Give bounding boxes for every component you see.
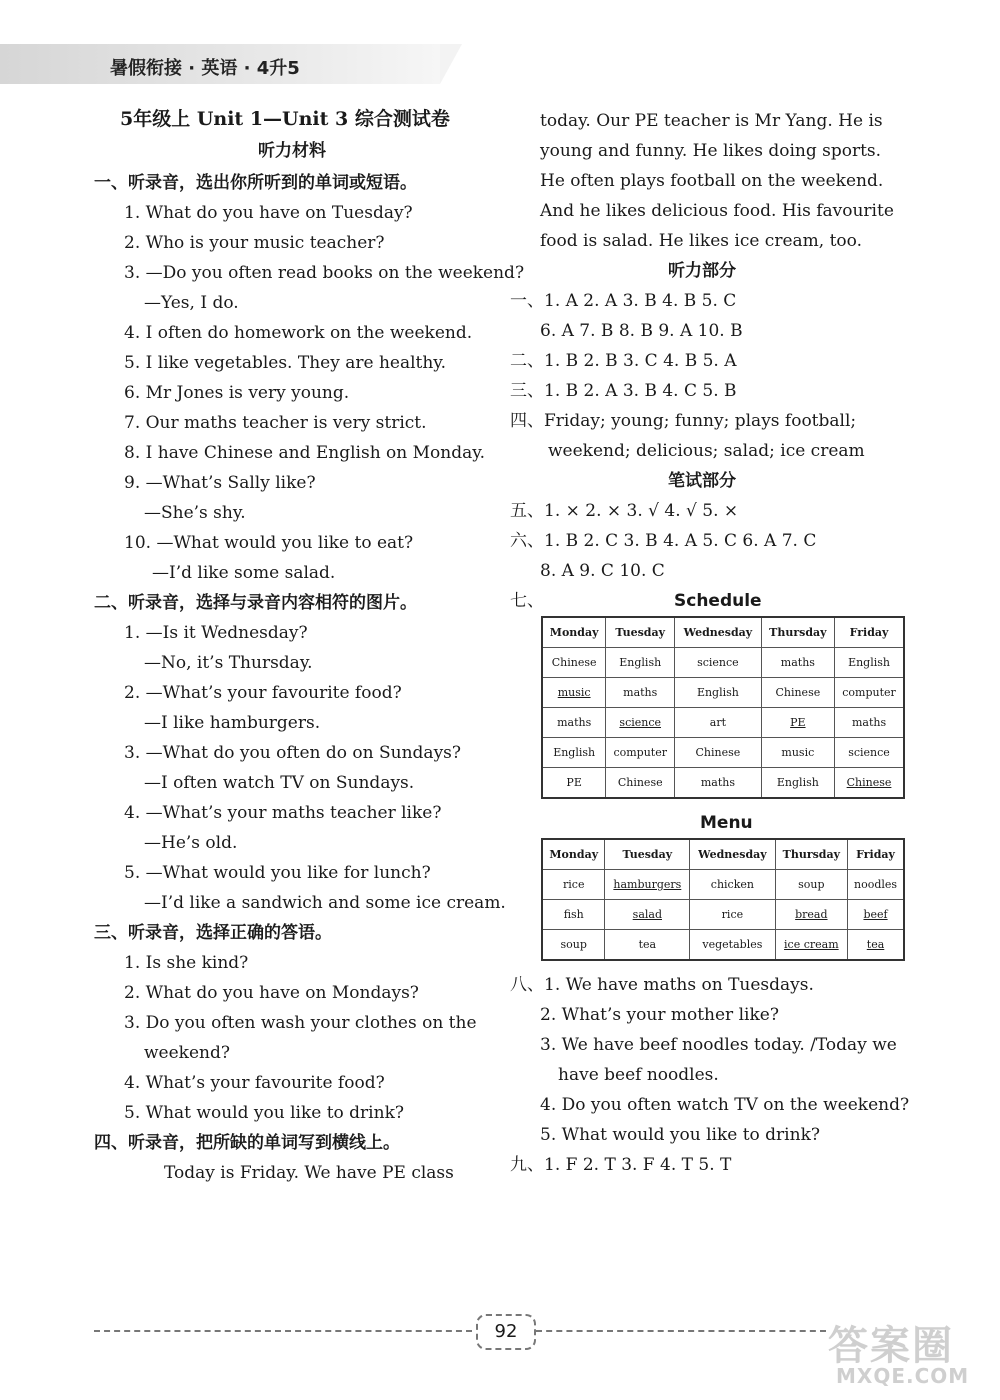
left-line-29: weekend? [144, 1043, 230, 1063]
left-line-10: 9. —What’s Sally like? [124, 473, 316, 493]
schedule-cell-box [542, 648, 606, 678]
left-line-30: 4. What’s your favourite food? [124, 1073, 385, 1093]
left-line-2: 2. Who is your music teacher? [124, 233, 385, 253]
left-line-17: 2. —What’s your favourite food? [124, 683, 402, 703]
schedule-cell-box [835, 768, 904, 799]
left-line-19: 3. —What do you often do on Sundays? [124, 743, 462, 763]
schedule-cell: English [696, 686, 739, 699]
menu-cell: tea [866, 938, 885, 951]
schedule-cell-box [542, 708, 606, 738]
schedule-cell-box [542, 678, 606, 708]
menu-cell: soup [560, 938, 587, 951]
right-line-18: Menu [700, 813, 753, 833]
right-line-5: 听力部分 [668, 261, 736, 281]
schedule-cell: maths [557, 716, 592, 729]
schedule-cell-box [606, 678, 675, 708]
schedule-cell-box [606, 768, 675, 799]
right-line-22: have beef noodles. [558, 1065, 719, 1085]
menu-cell: noodles [854, 878, 898, 891]
right-line-4: food is salad. He likes ice cream, too. [540, 231, 862, 251]
left-line-28: 3. Do you often wash your clothes on the [124, 1013, 477, 1033]
right-line-25: 九、1. F 2. T 3. F 4. T 5. T [510, 1155, 732, 1175]
right-line-0: today. Our PE teacher is Mr Yang. He is [540, 111, 883, 131]
menu-header-wednesday: Wednesday [690, 839, 775, 870]
right-line-9: 三、1. B 2. A 3. B 4. C 5. B [510, 381, 737, 401]
schedule-row [542, 738, 904, 768]
schedule-cell: PE [790, 716, 806, 729]
menu-header-tuesday: Tuesday [605, 839, 690, 870]
left-line-21: 4. —What’s your maths teacher like? [124, 803, 442, 823]
right-line-15: 8. A 9. C 10. C [540, 561, 665, 581]
menu-header-thursday: Thursday [775, 839, 847, 870]
schedule-header-tuesday: Tuesday [606, 617, 675, 648]
menu-cell-box [605, 870, 690, 900]
schedule-cell-box [835, 648, 904, 678]
left-line-1: 1. What do you have on Tuesday? [124, 203, 413, 223]
menu-row [542, 930, 904, 961]
schedule-cell-box [761, 648, 834, 678]
schedule-cell: Chinese [775, 686, 821, 699]
right-line-1: young and funny. He likes doing sports. [540, 141, 882, 161]
right-line-20: 2. What’s your mother like? [540, 1005, 779, 1025]
schedule-header-friday: Friday [835, 617, 904, 648]
schedule-cell: English [776, 776, 819, 789]
right-line-3: And he likes delicious food. His favourite [540, 201, 894, 221]
footer-divider-left [94, 1330, 472, 1332]
schedule-cell-box [675, 678, 762, 708]
right-line-23: 4. Do you often watch TV on the weekend? [540, 1095, 910, 1115]
left-line-14: 二、听录音，选择与录音内容相符的图片。 [94, 593, 417, 613]
schedule-row [542, 768, 904, 799]
left-line-31: 5. What would you like to drink? [124, 1103, 404, 1123]
schedule-cell: music [557, 686, 591, 699]
page-header-title: 暑假衔接 · 英语 · 4升5 [110, 58, 300, 79]
left-line-20: —I often watch TV on Sundays. [144, 773, 415, 793]
right-line-16: 七、 [510, 591, 544, 611]
schedule-cell-box [835, 678, 904, 708]
schedule-cell-box [761, 738, 834, 768]
menu-cell: ice cream [784, 938, 839, 951]
left-line-3: 3. —Do you often read books on the weekend? [124, 263, 525, 283]
schedule-header-monday: Monday [542, 617, 606, 648]
menu-cell-box [690, 870, 775, 900]
right-line-7: 6. A 7. B 8. B 9. A 10. B [540, 321, 743, 341]
schedule-cell-box [835, 708, 904, 738]
left-line-23: 5. —What would you like for lunch? [124, 863, 431, 883]
left-line-33: Today is Friday. We have PE class [164, 1163, 454, 1183]
left-line-24: —I’d like a sandwich and some ice cream. [144, 893, 506, 913]
menu-row [542, 870, 904, 900]
menu-cell-box [542, 870, 605, 900]
schedule-cell: English [848, 656, 890, 669]
watermark-en: MXQE.COM [836, 1364, 970, 1388]
menu-cell-box [690, 930, 775, 961]
menu-cell-box [605, 930, 690, 961]
schedule-header-thursday: Thursday [761, 617, 834, 648]
left-line-26: 1. Is she kind? [124, 953, 249, 973]
right-line-10: 四、Friday; young; funny; plays football; [510, 411, 857, 431]
left-line-16: —No, it’s Thursday. [144, 653, 313, 673]
menu-cell-box [775, 930, 847, 961]
schedule-cell-box [606, 738, 675, 768]
left-line-27: 2. What do you have on Mondays? [124, 983, 419, 1003]
menu-cell: rice [721, 908, 744, 921]
menu-cell: chicken [710, 878, 754, 891]
left-line-8: 7. Our maths teacher is very strict. [124, 413, 427, 433]
schedule-cell: Chinese [846, 776, 892, 789]
menu-header-monday: Monday [542, 839, 605, 870]
left-line-15: 1. —Is it Wednesday? [124, 623, 308, 643]
schedule-header-wednesday: Wednesday [675, 617, 762, 648]
right-line-13: 五、1. × 2. × 3. √ 4. √ 5. × [510, 501, 739, 521]
schedule-cell-box [675, 648, 762, 678]
schedule-cell: Chinese [617, 776, 663, 789]
schedule-table [541, 616, 905, 799]
menu-header-friday: Friday [848, 839, 904, 870]
right-line-24: 5. What would you like to drink? [540, 1125, 820, 1145]
schedule-cell: maths [780, 656, 815, 669]
left-line-11: —She’s shy. [144, 503, 246, 523]
schedule-cell: maths [700, 776, 735, 789]
left-line-13: —I’d like some salad. [152, 563, 336, 583]
menu-cell: rice [563, 878, 585, 891]
menu-header-row [542, 839, 904, 870]
schedule-cell: maths [623, 686, 658, 699]
right-line-12: 笔试部分 [668, 471, 736, 491]
schedule-cell: computer [842, 686, 896, 699]
schedule-cell-box [542, 768, 606, 799]
schedule-row [542, 678, 904, 708]
menu-cell-box [848, 870, 904, 900]
right-line-19: 八、1. We have maths on Tuesdays. [510, 975, 814, 995]
left-line-5: 4. I often do homework on the weekend. [124, 323, 473, 343]
schedule-cell-box [606, 648, 675, 678]
schedule-cell: science [619, 716, 662, 729]
menu-cell-box [690, 900, 775, 930]
menu-cell-box [775, 900, 847, 930]
schedule-cell: Chinese [551, 656, 597, 669]
schedule-cell: computer [613, 746, 667, 759]
watermark-logo [822, 1314, 988, 1390]
menu-cell-box [848, 900, 904, 930]
section-heading-listening-material: 听力材料 [258, 141, 326, 161]
schedule-cell-box [675, 768, 762, 799]
schedule-cell-box [675, 738, 762, 768]
right-line-6: 一、1. A 2. A 3. B 4. B 5. C [510, 291, 737, 311]
left-line-22: —He’s old. [144, 833, 238, 853]
right-line-17: Schedule [674, 591, 762, 611]
right-line-14: 六、1. B 2. C 3. B 4. A 5. C 6. A 7. C [510, 531, 817, 551]
menu-cell-box [542, 930, 605, 961]
left-line-32: 四、听录音，把所缺的单词写到横线上。 [94, 1133, 400, 1153]
menu-cell: beef [863, 908, 888, 921]
schedule-cell-box [761, 768, 834, 799]
schedule-cell-box [761, 678, 834, 708]
menu-cell-box [605, 900, 690, 930]
menu-cell: hamburgers [613, 878, 682, 891]
footer-divider-right [536, 1330, 826, 1332]
schedule-cell-box [835, 738, 904, 768]
left-line-6: 5. I like vegetables. They are healthy. [124, 353, 447, 373]
left-line-25: 三、听录音，选择正确的答语。 [94, 923, 332, 943]
left-line-0: 一、听录音，选出你所听到的单词或短语。 [94, 173, 417, 193]
schedule-cell: PE [566, 776, 582, 789]
left-line-4: —Yes, I do. [144, 293, 239, 313]
menu-cell: vegetables [702, 938, 763, 951]
schedule-cell-box [761, 708, 834, 738]
schedule-cell-box [542, 738, 606, 768]
right-line-2: He often plays football on the weekend. [540, 171, 884, 191]
menu-cell-box [542, 900, 605, 930]
schedule-row [542, 648, 904, 678]
exam-title: 5年级上 Unit 1—Unit 3 综合测试卷 [120, 108, 450, 130]
schedule-cell: Chinese [695, 746, 741, 759]
schedule-cell: English [553, 746, 596, 759]
menu-table [541, 838, 905, 961]
menu-cell: tea [638, 938, 657, 951]
menu-cell: bread [795, 908, 828, 921]
watermark-cn: 答案圈 [828, 1323, 954, 1369]
schedule-cell: science [697, 656, 739, 669]
schedule-row [542, 708, 904, 738]
schedule-cell-box [675, 708, 762, 738]
menu-cell-box [775, 870, 847, 900]
left-line-18: —I like hamburgers. [144, 713, 321, 733]
schedule-cell: maths [851, 716, 887, 729]
menu-cell: salad [632, 908, 662, 921]
right-line-8: 二、1. B 2. B 3. C 4. B 5. A [510, 351, 737, 371]
menu-cell-box [848, 930, 904, 961]
schedule-cell: science [848, 746, 890, 759]
schedule-cell: music [781, 746, 815, 759]
page-number: 92 [476, 1314, 536, 1350]
menu-row [542, 900, 904, 930]
menu-cell: soup [798, 878, 825, 891]
schedule-cell-box [606, 708, 675, 738]
left-line-9: 8. I have Chinese and English on Monday. [124, 443, 485, 463]
menu-cell: fish [563, 908, 584, 921]
left-line-12: 10. —What would you like to eat? [124, 533, 414, 553]
right-line-21: 3. We have beef noodles today. /Today we [540, 1035, 897, 1055]
schedule-cell: English [619, 656, 662, 669]
left-line-7: 6. Mr Jones is very young. [124, 383, 350, 403]
right-line-11: weekend; delicious; salad; ice cream [548, 441, 865, 461]
schedule-cell: art [709, 716, 727, 729]
schedule-header-row [542, 617, 904, 648]
